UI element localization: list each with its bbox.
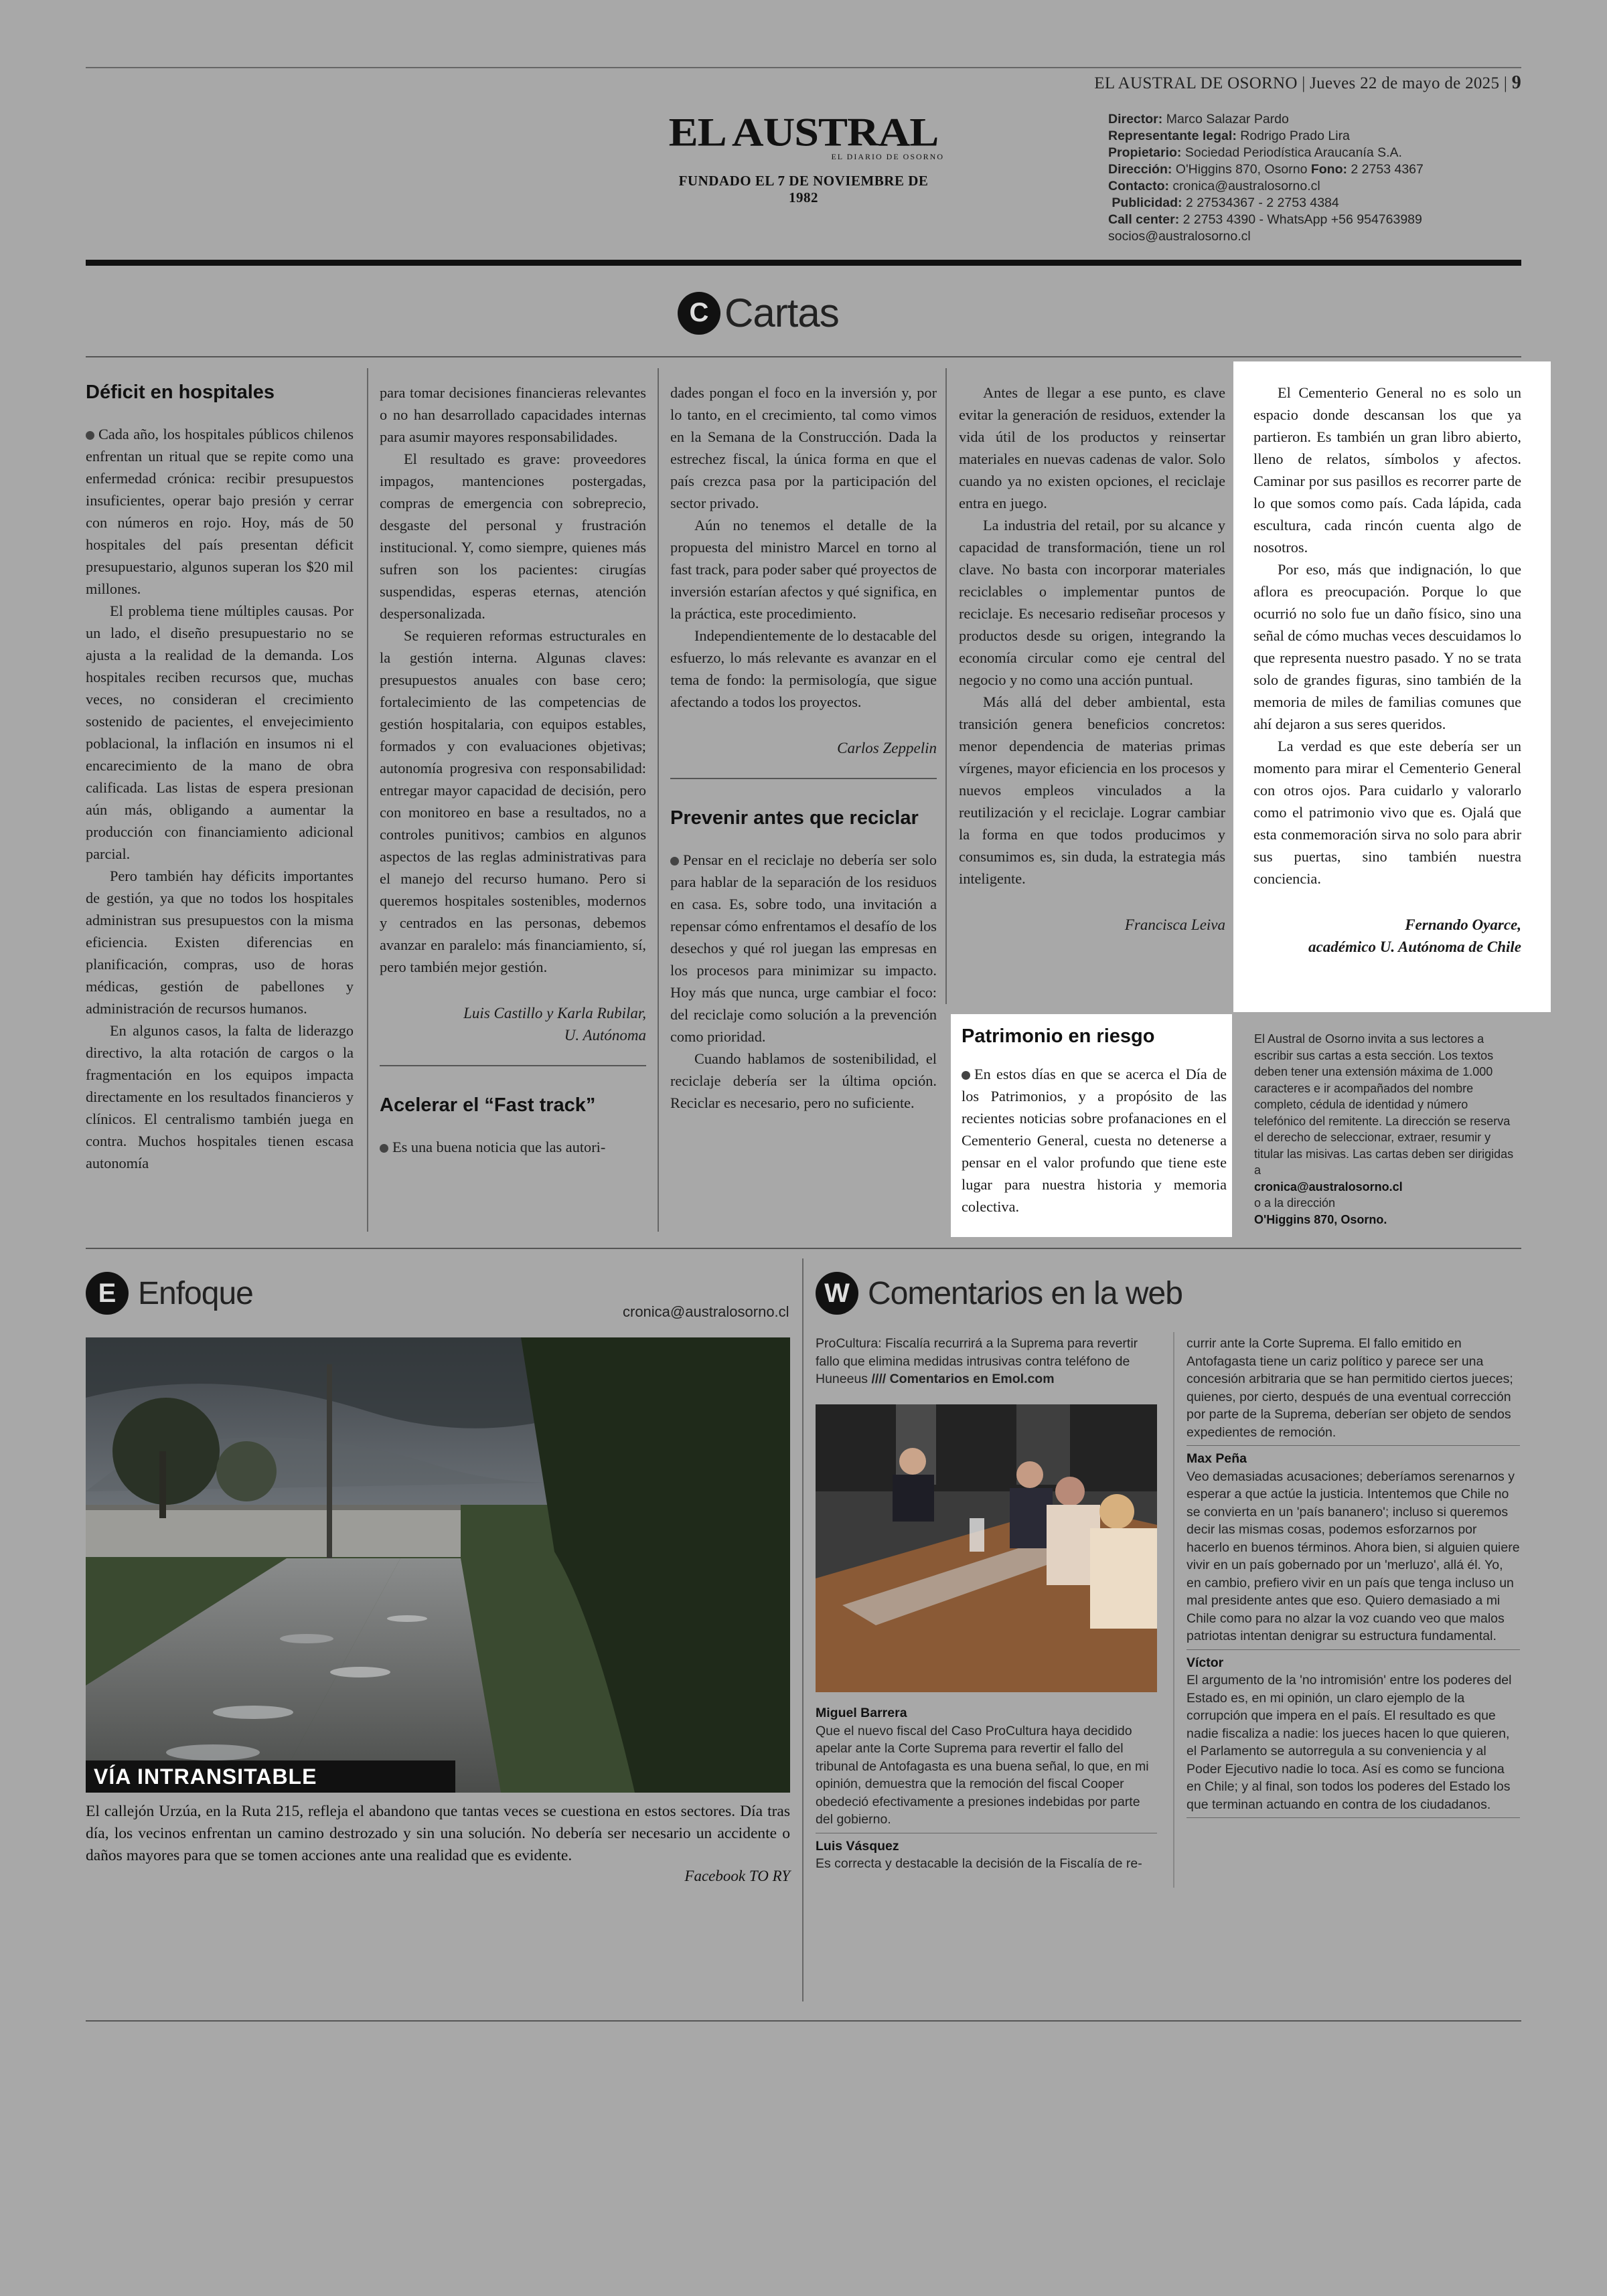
note-email[interactable]: cronica@australosorno.cl <box>1254 1179 1403 1194</box>
comment-author: Miguel Barrera <box>816 1706 907 1720</box>
separator <box>1187 1445 1520 1446</box>
enfoque-title: Enfoque <box>138 1275 253 1311</box>
road-photo-image <box>86 1337 790 1793</box>
letter-paragraph: La verdad es que este debería ser un momento para mirar el Cementerio General con otros ojos. Para cuidarlo y valorarlo como el patrimonio vivo que es. Ojalá que esta conmemoración sirva no solo para abrir sus puertas, sino también nuestra conciencia. <box>1253 738 1521 887</box>
letter-signature: Francisca Leiva <box>1124 916 1225 933</box>
bottom-rule <box>86 2020 1521 2022</box>
letter-paragraph: dades pongan el foco en la inversión y, por lo tanto, en el crecimiento, tal como vimos en la Semana de la Construcción. Dada la estrechez fiscal, la única forma en que el país crezca pasa por la participación del sector privado. <box>670 384 937 511</box>
web-section-title <box>816 1272 1182 1315</box>
letter-paragraph: En estos días en que se acerca el Día de los Patrimonios, y a propósito de las recientes noticias sobre profanaciones en el Cementerio General, cuesta no detenerse a pensar en el valor profundo que tiene este lugar para nuestra historia y memoria colectiva. <box>962 1066 1227 1215</box>
top-rule <box>86 67 1521 68</box>
letter-paragraph: Por eso, más que indignación, lo que aflora es preocupación. Porque lo que ocurrió no solo fue un daño físico, sino una señal de cómo muchas veces descuidamos lo que representa nuestro pasado. Y no se trata solo de grandes figuras, sino también de la memoria de miles de familias comunes que ahí dejaron a sus seres queridos. <box>1253 561 1521 732</box>
masthead-founded: FUNDADO EL 7 DE NOVIEMBRE DE 1982 <box>678 173 929 206</box>
letter-signature: Fernando Oyarce, académico U. Autónoma de Chile <box>1308 916 1521 955</box>
enfoque-email[interactable]: cronica@australosorno.cl <box>623 1303 789 1320</box>
comment-text: Es correcta y destacable la decisión de la Fiscalía de re- <box>816 1856 1142 1871</box>
page-number: 9 <box>1511 72 1521 93</box>
bullet-icon <box>670 857 679 866</box>
staff-line: Contacto: cronica@australosorno.cl <box>1108 179 1320 193</box>
mid-rule <box>86 1248 1521 1249</box>
meeting-photo-image <box>816 1404 1157 1692</box>
cartas-badge-icon: C <box>678 292 720 335</box>
letter-paragraph: Es una buena noticia que las autori- <box>380 1136 646 1158</box>
photo-caption: VÍA INTRANSITABLE <box>86 1760 455 1793</box>
bullet-icon <box>86 431 94 440</box>
staff-line: Dirección: O'Higgins 870, Osorno Fono: 2 2753 4367 <box>1108 162 1424 177</box>
letter-paragraph: El Cementerio General no es solo un espacio donde descansan los que ya partieron. Es también un gran libro abierto, lleno de relatos, símbolos y afectos. Caminar por sus pasillos es recorrer parte de lo que somos como país. Cada lápida, cada escultura, cada rincón cuenta algo de nosotros. <box>1253 384 1521 556</box>
header-bar <box>86 260 1521 266</box>
staff-line: Call center: 2 2753 4390 - WhatsApp +56 954763989 <box>1108 212 1422 227</box>
letter-signature: Carlos Zeppelin <box>837 740 937 756</box>
letter-paragraph: Pero también hay déficits importantes de gestión, ya que no todos los hospitales administran sus presupuestos con la misma eficiencia. Existen diferencias en planificación, compras, uso de horas médicas, gestión de pabellones y administración de recursos humanos. <box>86 868 354 1017</box>
bullet-icon <box>380 1144 388 1153</box>
letter-paragraph: Más allá del deber ambiental, esta transición genera beneficios concretos: menor dependencia de materias primas vírgenes, mayor eficiencia en los procesos y nuevos empleos vinculados a la reutilización y el reciclaje. Lograr cambiar la forma en que todos producimos y consumimos es, sin duda, la estrategia más inteligente. <box>959 693 1225 887</box>
staff-line: socios@australosorno.cl <box>1108 229 1251 244</box>
running-head <box>1094 72 1521 94</box>
separator <box>1187 1817 1520 1818</box>
masthead-title: EL AUSTRAL <box>668 109 939 155</box>
letter-reciclar-col4 <box>959 382 1225 936</box>
letter-fasttrack-col3 <box>670 382 937 1114</box>
letter-paragraph: Cuando hablamos de sostenibilidad, el reciclaje debería ser la última opción. Reciclar es necesario, pero no suficiente. <box>670 1050 937 1111</box>
running-head-text: EL AUSTRAL DE OSORNO | Jueves 22 de mayo de 2025 | <box>1094 74 1508 92</box>
letter-paragraph: Se requieren reformas estructurales en la gestión interna. Algunas claves: presupuestos anuales con base cero; fortalecimiento de las competencias de gestión hospitalaria, con equipos estables, formados y con evaluaciones objetivas; autonomía progresiva con responsabilidad: entregar mayor capacidad de decisión, pero con monitoreo en base a resultados, no a controles punitivos; cambios en algunos aspectos de las reglas administrativas para el manejo del recurso humano. Pero si queremos hospitales sostenibles, modernos y centrados en las personas, debemos avanzar en paralelo: más financiamiento, sí, pero también mejor gestión. <box>380 627 646 975</box>
letter-heading: Patrimonio en riesgo <box>962 1026 1155 1047</box>
comment-text: El argumento de la 'no intromisión' entre los poderes del Estado es, en mi opinión, un claro ejemplo de la corrupción que impera en el país. El resultado es que nadie fiscaliza a nadie: los jueces hacen lo que quieren, el Parlamento se autorregula a su conveniencia y al Poder Ejecutivo nadie lo toca. Así es como se funciona en Chile; y al final, son todos los poderes del Estado los que terminan actuando en contra de los ciudadanos. <box>1187 1673 1512 1812</box>
letter-paragraph: Aún no tenemos el detalle de la propuesta del ministro Marcel en torno al fast track, para poder saber qué proyectos de inversión estarían afectos y qué significa, en la práctica, este procedimiento. <box>670 517 937 622</box>
letter-signature: Luis Castillo y Karla Rubilar, U. Autónoma <box>463 1005 646 1044</box>
cartas-title: Cartas <box>724 291 839 335</box>
masthead <box>663 110 944 206</box>
comment-text: Que el nuevo fiscal del Caso ProCultura haya decidido apelar ante la Corte Suprema para revertir el fallo del tribunal de Antofagasta es una buena señal, lo que, en mi opinión, demuestra que la remoción del fiscal Cooper obedeció efectivamente a presiones indebidas por parte del gobierno. <box>816 1723 1149 1827</box>
column-rule <box>945 368 947 1004</box>
letter-paragraph: El resultado es grave: proveedores impagos, mantenciones postergadas, compras de emergencia con sobreprecio, desgaste del personal y frustración institucional. Y, como siempre, quienes más sufren son los pacientes: cirugías suspendidas, esperas eternas, atención despersonalizada. <box>380 450 646 622</box>
staff-line: Propietario: Sociedad Periodística Araucanía S.A. <box>1108 145 1402 160</box>
letter-paragraph: El problema tiene múltiples causas. Por un lado, el diseño presupuestario no se ajusta a la realidad de la demanda. Los hospitales reciben recursos que, muchas veces, no consideran el crecimiento sostenido de pacientes, el envejecimiento poblacional, la inflación en insumos ni el encarecimiento de la mano de obra calificada. Las listas de espera presionan aún más, obligando a aumentar la producción con financiamiento adicional parcial. <box>86 602 354 862</box>
web-badge-icon: W <box>816 1272 858 1315</box>
letter-deficit-col2 <box>380 382 646 1158</box>
letter-paragraph: Pensar en el reciclaje no debería ser solo para hablar de la separación de los residuos en casa. Es, sobre todo, una invitación a repensar cómo enfrentamos el desafío de los desechos y qué rol juegan las empresas en los procesos para minimizar su impacto. Hoy más que nunca, urge cambiar el foco: del reciclaje como solución a la prevención como prioridad. <box>670 851 937 1045</box>
separator <box>1187 1649 1520 1650</box>
comment-author: Luis Vásquez <box>816 1838 899 1854</box>
staff-box <box>1108 111 1424 245</box>
column-rule <box>802 1258 804 2001</box>
column-rule <box>658 368 659 1232</box>
web-comments-col2 <box>1187 1335 1520 1821</box>
web-lead: ProCultura: Fiscalía recurrirá a la Suprema para revertir fallo que elimina medidas intrusivas contra teléfono de Huneeus //// Comentarios en Emol.com <box>816 1336 1138 1386</box>
letter-paragraph: En algunos casos, la falta de liderazgo directivo, la alta rotación de cargos o la fragmentación en los equipos impacta directamente en los resultados financieros y clínicos. El centralismo también juega en contra. Muchos hospitales tienen escasa autonomía <box>86 1022 354 1171</box>
letter-heading: Prevenir antes que reciclar <box>670 807 919 829</box>
cartas-section-title <box>678 290 839 336</box>
letter-paragraph: para tomar decisiones financieras relevantes o no han desarrollado capacidades internas para asumir mayores responsabilidades. <box>380 384 646 445</box>
letter-patrimonio-start <box>962 1024 1227 1218</box>
enfoque-text: El callejón Urzúa, en la Ruta 215, refleja el abandono que tantas veces se cuestiona en estos sectores. Día tras día, los vecinos enfrentan un camino destrozado y sin una solución. No debería ser necesario un accidente o daños mayores para que se tomen acciones ante una realidad que es evidente. <box>86 1803 790 1864</box>
letter-deficit-col1 <box>86 380 354 1174</box>
cartas-rule <box>86 356 1521 357</box>
letter-patrimonio-col5 <box>1253 382 1521 958</box>
column-rule <box>367 368 368 1232</box>
web-source: //// Comentarios en Emol.com <box>871 1372 1055 1386</box>
staff-line: Representante legal: Rodrigo Prado Lira <box>1108 129 1350 143</box>
letter-paragraph: Cada año, los hospitales públicos chilenos enfrentan un ritual que se repite como una enfermedad crónica: recibir presupuestos insuficientes, operar bajo presión y cerrar con números en rojo. Hoy, más de 50 hospitales del país presentan déficit presupuestario, algunos superan los $20 mil millones. <box>86 426 354 597</box>
separator <box>670 778 937 779</box>
comment-text: currir ante la Corte Suprema. El fallo emitido en Antofagasta tiene un cariz político y parece ser una concesión arbitraria que se han permitido ciertos jueces; quienes, por cierto, después de una eventual corrección por parte de la Suprema, deberían ser objeto de sendos expedientes de remoción. <box>1187 1336 1513 1440</box>
bullet-icon <box>962 1071 970 1080</box>
staff-line: Publicidad: 2 27534367 - 2 2753 4384 <box>1112 195 1339 210</box>
column-rule <box>1173 1332 1174 1888</box>
letter-paragraph: Independientemente de lo destacable del esfuerzo, lo más relevante es avanzar en el tema de fondo: la permisología, que sigue afectando a todos los proyectos. <box>670 627 937 710</box>
separator <box>380 1065 646 1066</box>
note-address: O'Higgins 870, Osorno. <box>1254 1212 1387 1226</box>
letter-paragraph: La industria del retail, por su alcance y capacidad de transformación, tiene un rol clave. No basta con incorporar materiales reciclables o implementar puntos de reciclaje. Es necesario rediseñar procesos y productos desde su origen, integrando la economía circular como eje central del negocio y no como una acción puntual. <box>959 517 1225 688</box>
letter-paragraph: Antes de llegar a ese punto, es clave evitar la generación de residuos, extender la vida útil de los productos y reinsertar materiales en nuevas cadenas de valor. Solo cuando ya no existen opciones, el reciclaje entra en juego. <box>959 384 1225 511</box>
letter-heading: Déficit en hospitales <box>86 382 275 403</box>
web-photo <box>816 1404 1157 1692</box>
comment-author: Víctor <box>1187 1655 1224 1670</box>
masthead-subtitle: EL DIARIO DE OSORNO <box>831 152 944 161</box>
editorial-note: El Austral de Osorno invita a sus lectores a escribir sus cartas a esta sección. Los textos deben tener una extensión máxima de 1.000 caracteres e ir acompañados del nombre completo, cédula de identidad y número telefónico del remitente. La dirección se reserva el derecho de seleccionar, extraer, resumir y titular las misivas. Las cartas deben ser dirigidas a cronica@australosorno.cl o a la dirección O'Higgins 870, Osorno. <box>1254 1031 1522 1228</box>
staff-line: Director: Marco Salazar Pardo <box>1108 112 1289 127</box>
web-title: Comentarios en la web <box>868 1275 1182 1311</box>
comment-author: Max Peña <box>1187 1451 1247 1466</box>
enfoque-badge-icon: E <box>86 1272 129 1315</box>
letter-heading: Acelerar el “Fast track” <box>380 1094 596 1116</box>
enfoque-credit: Facebook TO RY <box>684 1868 790 1884</box>
enfoque-photo <box>86 1337 790 1793</box>
web-comments-col1 <box>816 1700 1157 1873</box>
comment-text: Veo demasiadas acusaciones; deberíamos serenarnos y esperar a que actúe la justicia. Intentemos que Chile no se convierta en un 'país bananero'; incluso si queremos decir las mismas cosas, podemos esforzarnos por hacerlo en buenos términos. Ahora bien, si alguien quiere vivir en un país gobernado por un 'merluzo', allá él. Yo, en cambio, prefiero vivir en un país que tenga incluso un mal presidente antes que eso. Quiero demasiado a mi Chile como para no alzar la voz cuando veo que malos patriotas intentan denigrar su estructura fundamental. <box>1187 1469 1520 1643</box>
enfoque-section-title <box>86 1272 253 1315</box>
